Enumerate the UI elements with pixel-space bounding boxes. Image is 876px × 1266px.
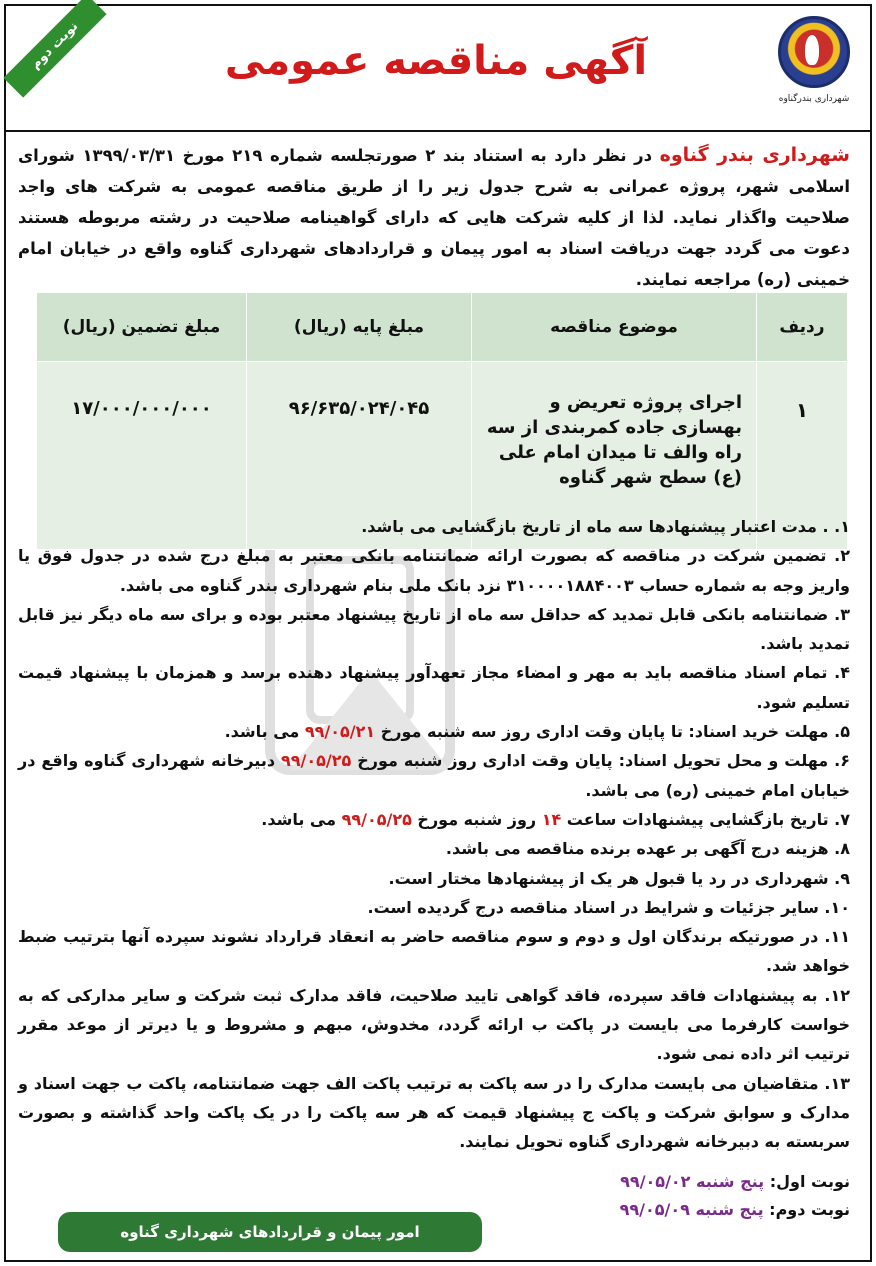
condition-item-5-end: می باشد.: [224, 722, 305, 742]
issuer-footer: امور پیمان و قراردادهای شهرداری گناوه: [58, 1212, 482, 1252]
header-guarantee-amount: مبلغ تضمین (ریال): [37, 293, 247, 362]
first-round: [570, 1168, 850, 1196]
purchase-deadline-date: ۹۹/۰۵/۲۱: [304, 722, 376, 742]
opening-hour: ۱۴: [541, 809, 562, 829]
notice-header: [4, 4, 872, 132]
condition-item-10: ۱۰. سایر جزئیات و شرایط در اسناد مناقصه درج گردیده است.: [367, 897, 850, 917]
publication-schedule: [570, 1168, 850, 1224]
cell-guarantee-amount: ۱۷/۰۰۰/۰۰۰/۰۰۰: [37, 362, 247, 550]
condition-item-9: ۹. شهرداری در رد یا قبول هر یک از پیشنهادها مختار است.: [388, 868, 850, 888]
second-round: [570, 1196, 850, 1224]
condition-item-6-end: دبیرخانه شهرداری گناوه واقع در خیابان امام خمینی (ره) می باشد.: [18, 751, 850, 800]
second-round-date: پنج شنبه ۹۹/۰۵/۰۹: [619, 1200, 764, 1219]
condition-item-7: [18, 805, 850, 834]
condition-item-5-text: ۵. مهلت خرید اسناد: تا پایان وقت اداری روز سه شنبه مورخ: [375, 722, 850, 742]
organization-name: شهرداری بندر گناوه: [659, 144, 850, 166]
opening-date: ۹۹/۰۵/۲۵: [341, 809, 412, 829]
header-subject: موضوع مناقصه: [472, 293, 757, 362]
second-round-badge: نوبت دوم: [3, 0, 106, 98]
logo-caption: شهرداری بندرگناوه: [778, 94, 850, 104]
first-round-date: پنج شنبه ۹۹/۰۵/۰۲: [620, 1172, 765, 1191]
intro-text: در نظر دارد به استناد بند ۲ صورتجلسه شماره ۲۱۹ مورخ ۱۳۹۹/۰۳/۳۱ شورای اسلامی شهر، پروژه عمرانی به شرح جدول زیر را از طریق مناقصه عمومی به شرکت های واجد صلاحیت واگذار نماید. لذا از کلیه شرکت هایی که دارای گواهینامه صلاحیت در رشته مربوطه هستند دعوت می گردد جهت دریافت اسناد به امور پیمان و قراردادهای شهرداری گناوه واقع در خیابان امام خمینی (ره) مراجعه نمایند.: [18, 146, 850, 289]
header-base-amount: مبلغ پایه (ریال): [247, 293, 472, 362]
condition-item-13: ۱۳. متقاضیان می بایست مدارک را در سه پاکت به ترتیب پاکت الف جهت ضمانتنامه، پاکت ب جهت اسناد و مدارک و سوابق شرکت و پاکت ج پیشنهاد قیمت که هر سه پاکت را در یک پاکت واحد گذاشته و بصورت سربسته به دبیرخانه شهرداری گناوه تحویل نمایند.: [18, 1073, 850, 1152]
condition-item-12: ۱۲. به پیشنهادات فاقد سپرده، فاقد گواهی تایید صلاحیت، فاقد مدارک ثبت شرکت و سایر مدارکی که به خواست کارفرما می بایست در پاکت ب ارائه گردد، مخدوش، مبهم و مشروط و یا دیرتر از موعد مقرر ترتیب اثر داده نمی شود.: [18, 985, 850, 1064]
condition-item-2: ۲. تضمین شرکت در مناقصه که بصورت ارائه ضمانتنامه بانکی معتبر به مبلغ درج شده در جدول فوق یا واریز وجه به شماره حساب ۳۱۰۰۰۰۱۸۸۴۰۰۳ نزد بانک ملی بنام شهرداری بندر گناوه می باشد.: [18, 546, 850, 595]
condition-item-5: [18, 717, 850, 746]
delivery-deadline-date: ۹۹/۰۵/۲۵: [281, 751, 352, 771]
first-round-label: نوبت اول:: [764, 1172, 850, 1191]
condition-item-4: ۴. تمام اسناد مناقصه باید به مهر و امضاء مجاز تعهدآور پیشنهاد دهنده برسد و همزمان با پیشنهاد قیمت تسلیم شود.: [18, 663, 850, 712]
cell-base-amount: ۹۶/۶۳۵/۰۲۴/۰۴۵: [247, 362, 472, 550]
intro-paragraph: [18, 140, 850, 295]
condition-item-3: ۳. ضمانتنامه بانکی قابل تمدید که حداقل سه ماه از تاریخ پیشنهاد معتبر بوده و برای سه ماه دیگر نیز قابل تمدید باشد.: [18, 604, 850, 654]
condition-item-1: ۱. . مدت اعتبار پیشنهادها سه ماه از تاریخ بازگشایی می باشد.: [361, 517, 850, 536]
condition-item-6: [18, 746, 850, 805]
condition-item-6-text: ۶. مهلت و محل تحویل اسناد: پایان وقت اداری روز شنبه مورخ: [351, 751, 850, 771]
notice-title: آگهی مناقصه عمومی: [224, 38, 648, 84]
table-header-row: [37, 293, 848, 362]
header-row-number: ردیف: [757, 293, 848, 362]
second-round-label: نوبت دوم:: [763, 1200, 850, 1219]
condition-item-11: ۱۱. در صورتیکه برندگان اول و دوم و سوم مناقصه حاضر به انعقاد قرارداد نشوند سپرده آنها بترتیب ضبط خواهد شد.: [18, 927, 850, 976]
conditions-list: [18, 512, 850, 1157]
condition-item-8: ۸. هزینه درج آگهی بر عهده برنده مناقصه می باشد.: [445, 839, 850, 859]
municipality-logo: [776, 16, 852, 112]
condition-item-7-end: می باشد.: [261, 809, 342, 829]
condition-item-7-text: ۷. تاریخ بازگشایی پیشنهادات ساعت: [561, 809, 850, 829]
cell-subject: اجرای پروژه تعریض و بهسازی جاده کمربندی از سه راه والف تا میدان امام علی (ع) سطح شهر گناوه: [472, 362, 757, 550]
cell-row-number: ۱: [757, 362, 848, 550]
condition-item-7-mid: روز شنبه مورخ: [411, 809, 542, 829]
emblem-icon: [778, 16, 850, 88]
